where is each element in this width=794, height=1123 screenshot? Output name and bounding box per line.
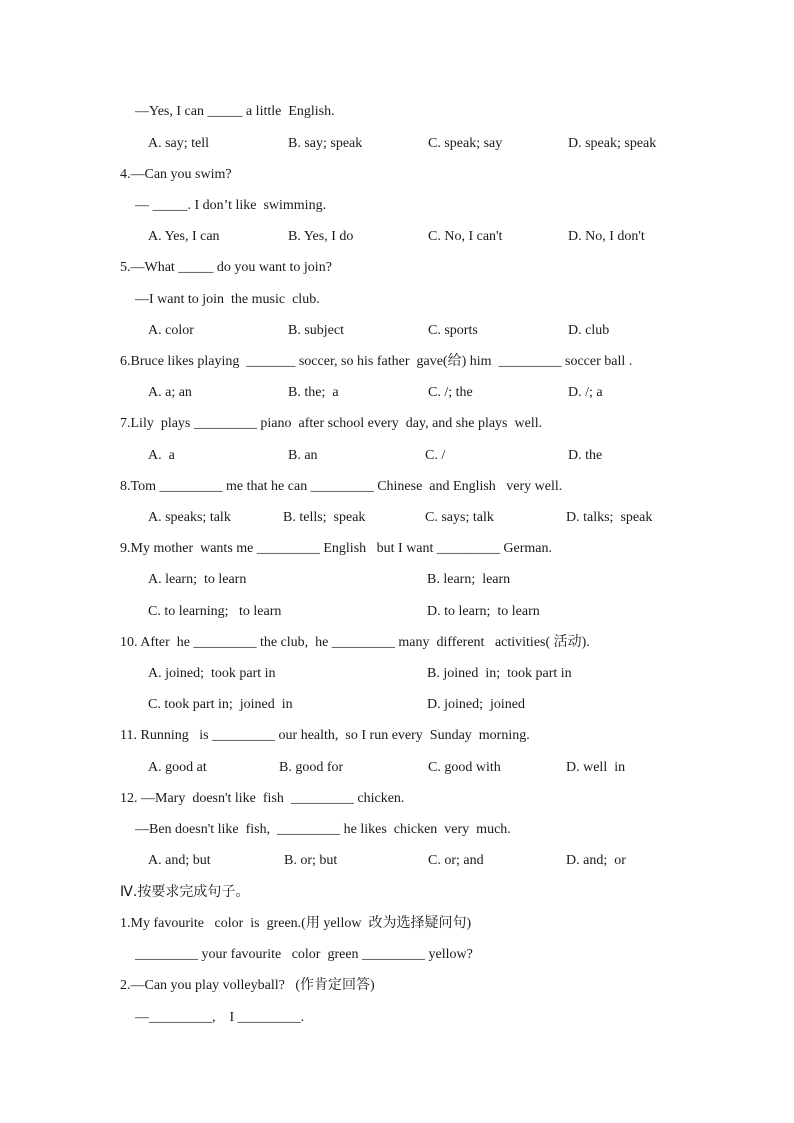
option-c: C. took part in; joined in — [148, 697, 293, 712]
question-4: 4.—Can you swim? — [120, 167, 232, 182]
option-d: D. /; a — [568, 385, 603, 400]
section-heading: Ⅳ.按要求完成句子。 — [120, 884, 250, 900]
option-d: D. talks; speak — [566, 510, 653, 525]
question-8: 8.Tom _________ me that he can _________ Chinese and English very well. — [120, 479, 563, 494]
option-b: B. good for — [279, 760, 344, 775]
question-5-answer-line: —I want to join the music club. — [135, 292, 320, 307]
option-b: B. say; speak — [288, 136, 363, 151]
option-a: A. Yes, I can — [148, 229, 220, 244]
option-a: A. speaks; talk — [148, 510, 231, 525]
option-c: C. speak; say — [428, 136, 503, 151]
option-c: C. / — [425, 448, 446, 463]
option-a: A. a — [148, 448, 175, 463]
question-3-answer-line: —Yes, I can _____ a little English. — [135, 104, 335, 119]
section-4-answer-1: _________ your favourite color green _________ yellow? — [135, 947, 473, 962]
option-c: C. good with — [428, 760, 501, 775]
option-d: D. club — [568, 323, 610, 338]
question-7: 7.Lily plays _________ piano after school every day, and she plays well. — [120, 416, 543, 431]
option-b: B. or; but — [284, 853, 338, 868]
question-12-answer-line: —Ben doesn't like fish, _________ he likes chicken very much. — [135, 822, 511, 837]
option-c: C. to learning; to learn — [148, 604, 282, 619]
option-c: C. says; talk — [425, 510, 494, 525]
option-a: A. say; tell — [148, 136, 210, 151]
option-b: B. joined in; took part in — [427, 666, 572, 681]
option-b: B. learn; learn — [427, 572, 511, 587]
section-4-answer-2: —_________, I _________. — [135, 1010, 305, 1025]
option-a: A. and; but — [148, 853, 211, 868]
option-d: D. joined; joined — [427, 697, 525, 712]
option-d: D. to learn; to learn — [427, 604, 540, 619]
option-a: A. good at — [148, 760, 207, 775]
option-b: B. Yes, I do — [288, 229, 354, 244]
option-d: D. the — [568, 448, 603, 463]
option-b: B. an — [288, 448, 318, 463]
option-a: A. a; an — [148, 385, 192, 400]
option-c: C. No, I can't — [428, 229, 503, 244]
option-a: A. color — [148, 323, 194, 338]
question-12: 12. —Mary doesn't like fish _________ chicken. — [120, 791, 405, 806]
option-c: C. or; and — [428, 853, 484, 868]
question-11: 11. Running is _________ our health, so I run every Sunday morning. — [120, 728, 530, 743]
option-a: A. learn; to learn — [148, 572, 247, 587]
question-10: 10. After he _________ the club, he _________ many different activities( 活动). — [120, 635, 590, 650]
option-d: D. and; or — [566, 853, 626, 868]
section-4-question-1: 1.My favourite color is green.(用 yellow 改为选择疑问句) — [120, 916, 472, 931]
option-d: D. well in — [566, 760, 626, 775]
option-c: C. /; the — [428, 385, 473, 400]
option-b: B. tells; speak — [283, 510, 366, 525]
option-d: D. speak; speak — [568, 136, 657, 151]
question-5: 5.—What _____ do you want to join? — [120, 260, 332, 275]
section-4-question-2: 2.—Can you play volleyball? (作肯定回答) — [120, 978, 375, 993]
option-b: B. subject — [288, 323, 344, 338]
question-6: 6.Bruce likes playing _______ soccer, so his father gave(给) him _________ soccer ball . — [120, 354, 633, 369]
option-c: C. sports — [428, 323, 478, 338]
question-9: 9.My mother wants me _________ English but I want _________ German. — [120, 541, 553, 556]
option-d: D. No, I don't — [568, 229, 645, 244]
option-a: A. joined; took part in — [148, 666, 276, 681]
question-4-answer-line: — _____. I don’t like swimming. — [135, 198, 327, 213]
option-b: B. the; a — [288, 385, 339, 400]
